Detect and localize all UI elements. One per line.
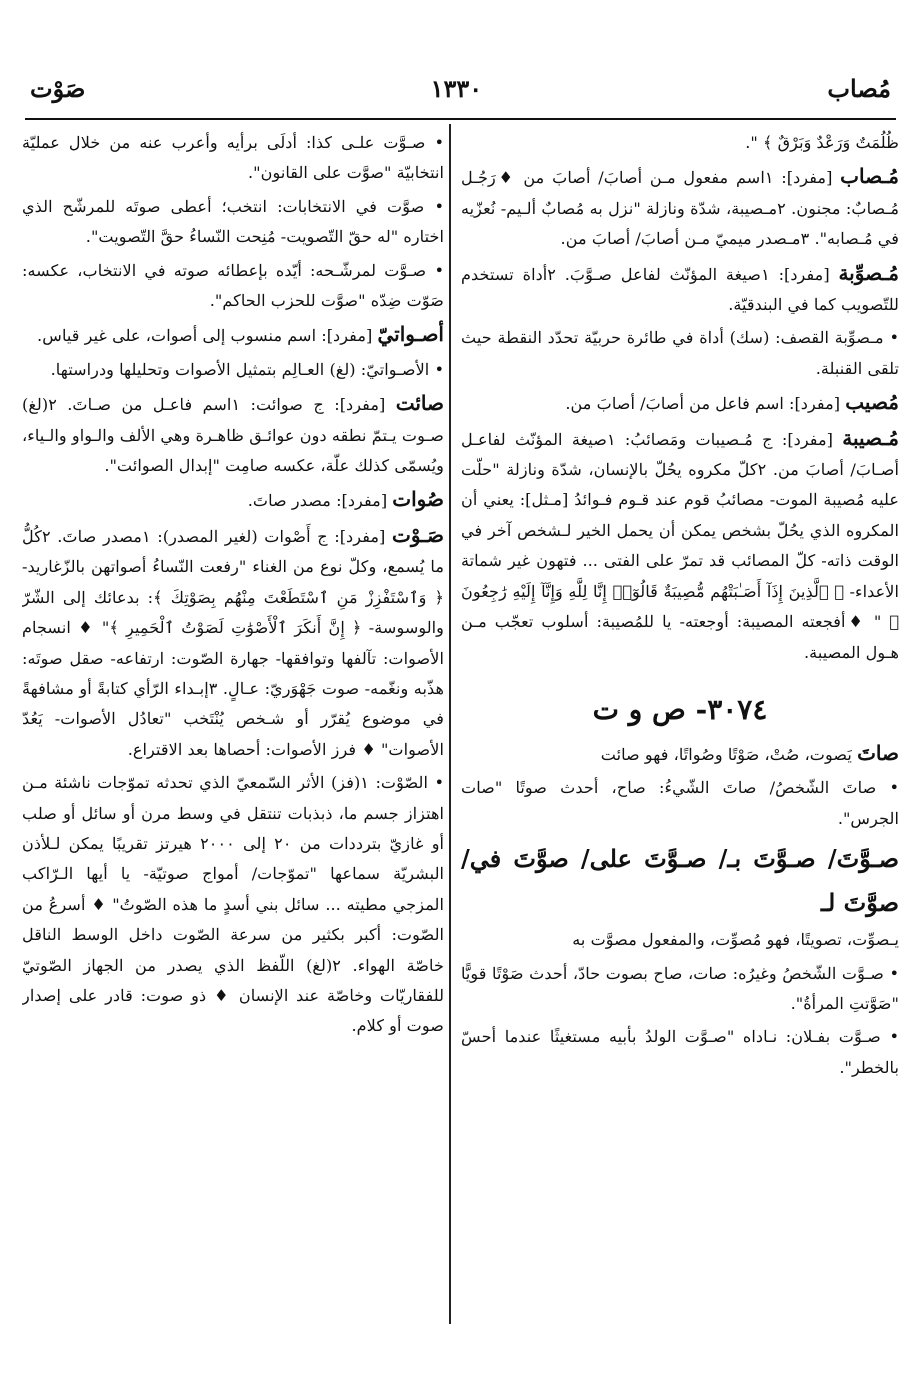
- entry-text: [مفرد]: ج صوائت: ١اسم فاعـل من صـاتَ. ٢(لغ) صـوت يـتمّ نطقه دون عوائـق ظاهـرة وهي الألف والـواو والـياء، ويُسمّى كذلك علّة، عكسه صامِت "إبدال الصوائت".: [22, 395, 444, 476]
- right-entries: [461, 128, 899, 668]
- dictionary-entry: [22, 319, 444, 351]
- entry-text: • مـصوِّبة القصف: (سك) أداة في طائرة حربيّة تحدّد النقطة حيث تلقى القنبلة.: [461, 328, 899, 378]
- left-entries: [22, 128, 444, 1042]
- entry-text: • صوَّت في الانتخابات: انتخب؛ أعطى صوتَه للمرشّح الذي اختاره "له حقّ التّصويت- مُنِحت النّساءُ حقَّ التّصويت".: [22, 196, 444, 247]
- entry-text: • صـوَّت لمرشّـحه: أيّده بإعطائه صوته في الانتخاب، عكسه: صَوّت ضِدّه "صوَّت للحزب الحاكم".: [22, 260, 444, 311]
- dictionary-entry: [461, 128, 899, 158]
- page-header: [30, 68, 891, 108]
- entry-text: [مفرد]: ج أَصْوات (لغير المصدر): ١مصدر صاتَ. ٢كُلُّ ما يُسمع، وكلّ نوع من الغناء "رفعت النّساءُ أصواتهن بالزّغاريد- ﴿ وَٱسْتَفْزِزْ مَنِ ٱسْتَطَعْتَ مِنْهُم بِصَوْتِكَ ﴾: بدعائك إلى الشّرّ والوسوسة- ﴿ إِنَّ أَنكَرَ ٱلْأَصْوَٰتِ لَصَوْتُ ٱلْحَمِيرِ ﴾" ♦ انسجام الأصوات: تآلفها وتوافقها- جهارة الصّوت: ارتفاعه- صقل صوتَه: هذّبه ونغّمه- صوت جَهْوَريّ: عـالٍ. ٣إبـداء الرّأي كتابةً أو مشافهةً في موضوع يُقرّر أو شـخص يُنْتَخب "تعادُل الأصوات- يَعُدّ الأصوات" ♦ فرز الأصوات: أحصاها بعد الاقتراع.: [22, 526, 444, 759]
- dictionary-entry: [22, 192, 444, 253]
- entry-text: [مفرد]: ١صيغة المؤنّث لفاعل صـوَّبَ. ٢أداة تستخدم للتّصويب كما في البندقيّة.: [461, 264, 899, 315]
- dictionary-entry: [461, 323, 899, 384]
- root-heading: ٣٠٧٤- ص و ت: [592, 692, 768, 726]
- entry-text: [مفرد]: اسم منسوب إلى أصوات، على غير قياس.: [37, 326, 378, 346]
- entry-text: • الأصـواتيّ: (لغ) العـالِم بتمثيل الأصوات وتحليلها ودراستها.: [50, 359, 444, 379]
- dictionary-entry: [461, 258, 899, 321]
- dictionary-entry: [22, 768, 444, 1042]
- header-rule: [25, 118, 896, 120]
- dictionary-entry: [461, 837, 899, 955]
- entry-headword: صائت: [395, 391, 444, 416]
- entry-text: • الصّوْت: ١(فز) الأثر السّمعيّ الذي تحدثه تموّجات ناشئة مـن اهتزاز جسم ما، ذبذبات تنتقل في وسط مرن أو سائل أو صلب أو غازيّ بترددات من ٢٠ إلى ٢٠٠٠ هيرتز تقريبًا يمكن لـلأذن البشريّة سماعها "تموّجات/ أمواج صوتيّة- يا أيها الـرّاكب المزجي مطيته ... سائل بني أسدٍ ما هذه الصّوتُ" ♦ أسرعُ من الصّوت: أكبر بكثير من سرعة الصّوت داخل الوسط الناقل خاصّة الهواء. ٢(لغ) اللّفظ الذي يصدر من الجهاز الصّوتيّ للفقاريّات وخاصّة عند الإنسان ♦ ذو صوت: قادر على إصدار صوت أو كلام.: [22, 773, 444, 1036]
- entry-headword: صُوات: [392, 487, 444, 512]
- entry-headword: مُصيب: [845, 390, 899, 415]
- entry-headword: مُـصاب: [840, 164, 899, 189]
- entry-text: يَصوت، صُتْ، صَوْتًا وصُواتًا، فهو صائت: [600, 744, 858, 764]
- dictionary-entry: [461, 1022, 899, 1083]
- column-divider: [449, 124, 451, 1324]
- entry-headword: أصـواتيّ: [377, 322, 444, 347]
- entry-text: • صاتَ الشّخصُ/ صاتَ الشّيءُ: صاح، أحدث صوتًا "صات الجرس".: [461, 778, 899, 828]
- header-right-word: مُصاب: [827, 73, 891, 103]
- entry-headword: صـوَّتَ/ صـوَّتَ بـ/ صـوَّتَ على/ صوَّتَ في/ صوَّتَ لـ: [461, 844, 899, 918]
- entry-headword: مُـصيبة: [842, 425, 899, 450]
- right-entries-2: [461, 738, 899, 1083]
- dictionary-entry: [22, 128, 444, 189]
- entry-text: [مفرد]: ج مُـصيبات ومَصائبُ: ١صيغة المؤنّث لفاعـل أصـابَ/ أصابَ من. ٢كلّ مكروه يحُلّ بالإنسان، شدّة ونازلة "حلّت عليه مُصيبة الموت- مصائبُ قوم عند قـوم فـوائدُ [مـثل]: يعني أن المكروه الذي يحُلّ بشخص يمكن أن يحمل الخير لـشخص آخر في الوقت ذاته- كلّ المصائب قد تمرّ على الفتى ... فتهون غير شماتة الأعداء- ﴿ ٱلَّذِينَ إِذَآ أَصَـٰبَتْهُم مُّصِيبَةٌ قَالُوٓا۟ إِنَّا لِلَّهِ وَإِنَّآ إِلَيْهِ رَٰجِعُونَ ﴾ " ♦أفجعته المصيبة: أوجعته- يا للمُصيبة: أسلوب تعجّب مـن هـول المصيبة.: [461, 429, 899, 662]
- dictionary-entry: [461, 161, 899, 254]
- dictionary-entry: [22, 355, 444, 385]
- entry-headword: مُـصوِّبة: [838, 260, 899, 285]
- dictionary-entry: [461, 738, 899, 770]
- dictionary-entry: [22, 256, 444, 317]
- dictionary-entry: [461, 423, 899, 668]
- entry-text: [مفرد]: اسم فاعل من أصابَ/ أصابَ من.: [565, 394, 846, 414]
- entry-text: ظُلُمَتٌ وَرَعْدٌ وَبَرْقٌ ﴾ ".: [745, 133, 899, 152]
- entry-text: • صـوَّت بفـلان: نـاداه "صـوَّت الولدُ بأبيه مستغيثًا عندما أحسّ بالخطر".: [461, 1027, 899, 1077]
- entry-text: • صـوَّت علـى كذا: أدلَى برأيه وأعرب عنه من خلال عمليّة انتخابيّة "صوَّت على القانون".: [22, 133, 444, 183]
- dictionary-entry: [461, 959, 899, 1020]
- header-left-word: صَوْت: [30, 73, 86, 103]
- entry-headword: صَـوْت: [391, 522, 444, 547]
- entry-text: يـصوِّت، تصويتًا، فهو مُصوِّت، والمفعول مصوَّت به: [572, 930, 899, 950]
- dictionary-entry: [22, 388, 444, 481]
- entry-headword: صاتَ: [857, 740, 899, 765]
- dictionary-entry: [461, 387, 899, 419]
- right-column: [461, 128, 899, 1338]
- dictionary-entry: [22, 484, 444, 516]
- page-number: ١٣٣٠: [430, 73, 483, 103]
- left-column: [22, 128, 444, 1338]
- entry-text: [مفرد]: مصدر صاتَ.: [247, 491, 393, 511]
- entry-text: [مفرد]: ١اسم مفعول مـن أصابَ/ أصابَ من ♦رَجُـل مُـصابٌ: مجنون. ٢مـصيبة، شدّة ونازلة "نزل به مُصابٌ ألـيم- نُعزّيه في مُـصابه". ٣مـصدر ميميّ مـن أصابَ/ أصابَ من.: [461, 168, 899, 249]
- dictionary-entry: [461, 773, 899, 834]
- entry-text: • صـوَّت الشّخصُ وغيرُه: صات، صاح بصوت حادّ، أحدث صَوْتًا قويًّا "صَوَّتتِ المرأةُ".: [461, 963, 899, 1013]
- dictionary-entry: [22, 520, 444, 765]
